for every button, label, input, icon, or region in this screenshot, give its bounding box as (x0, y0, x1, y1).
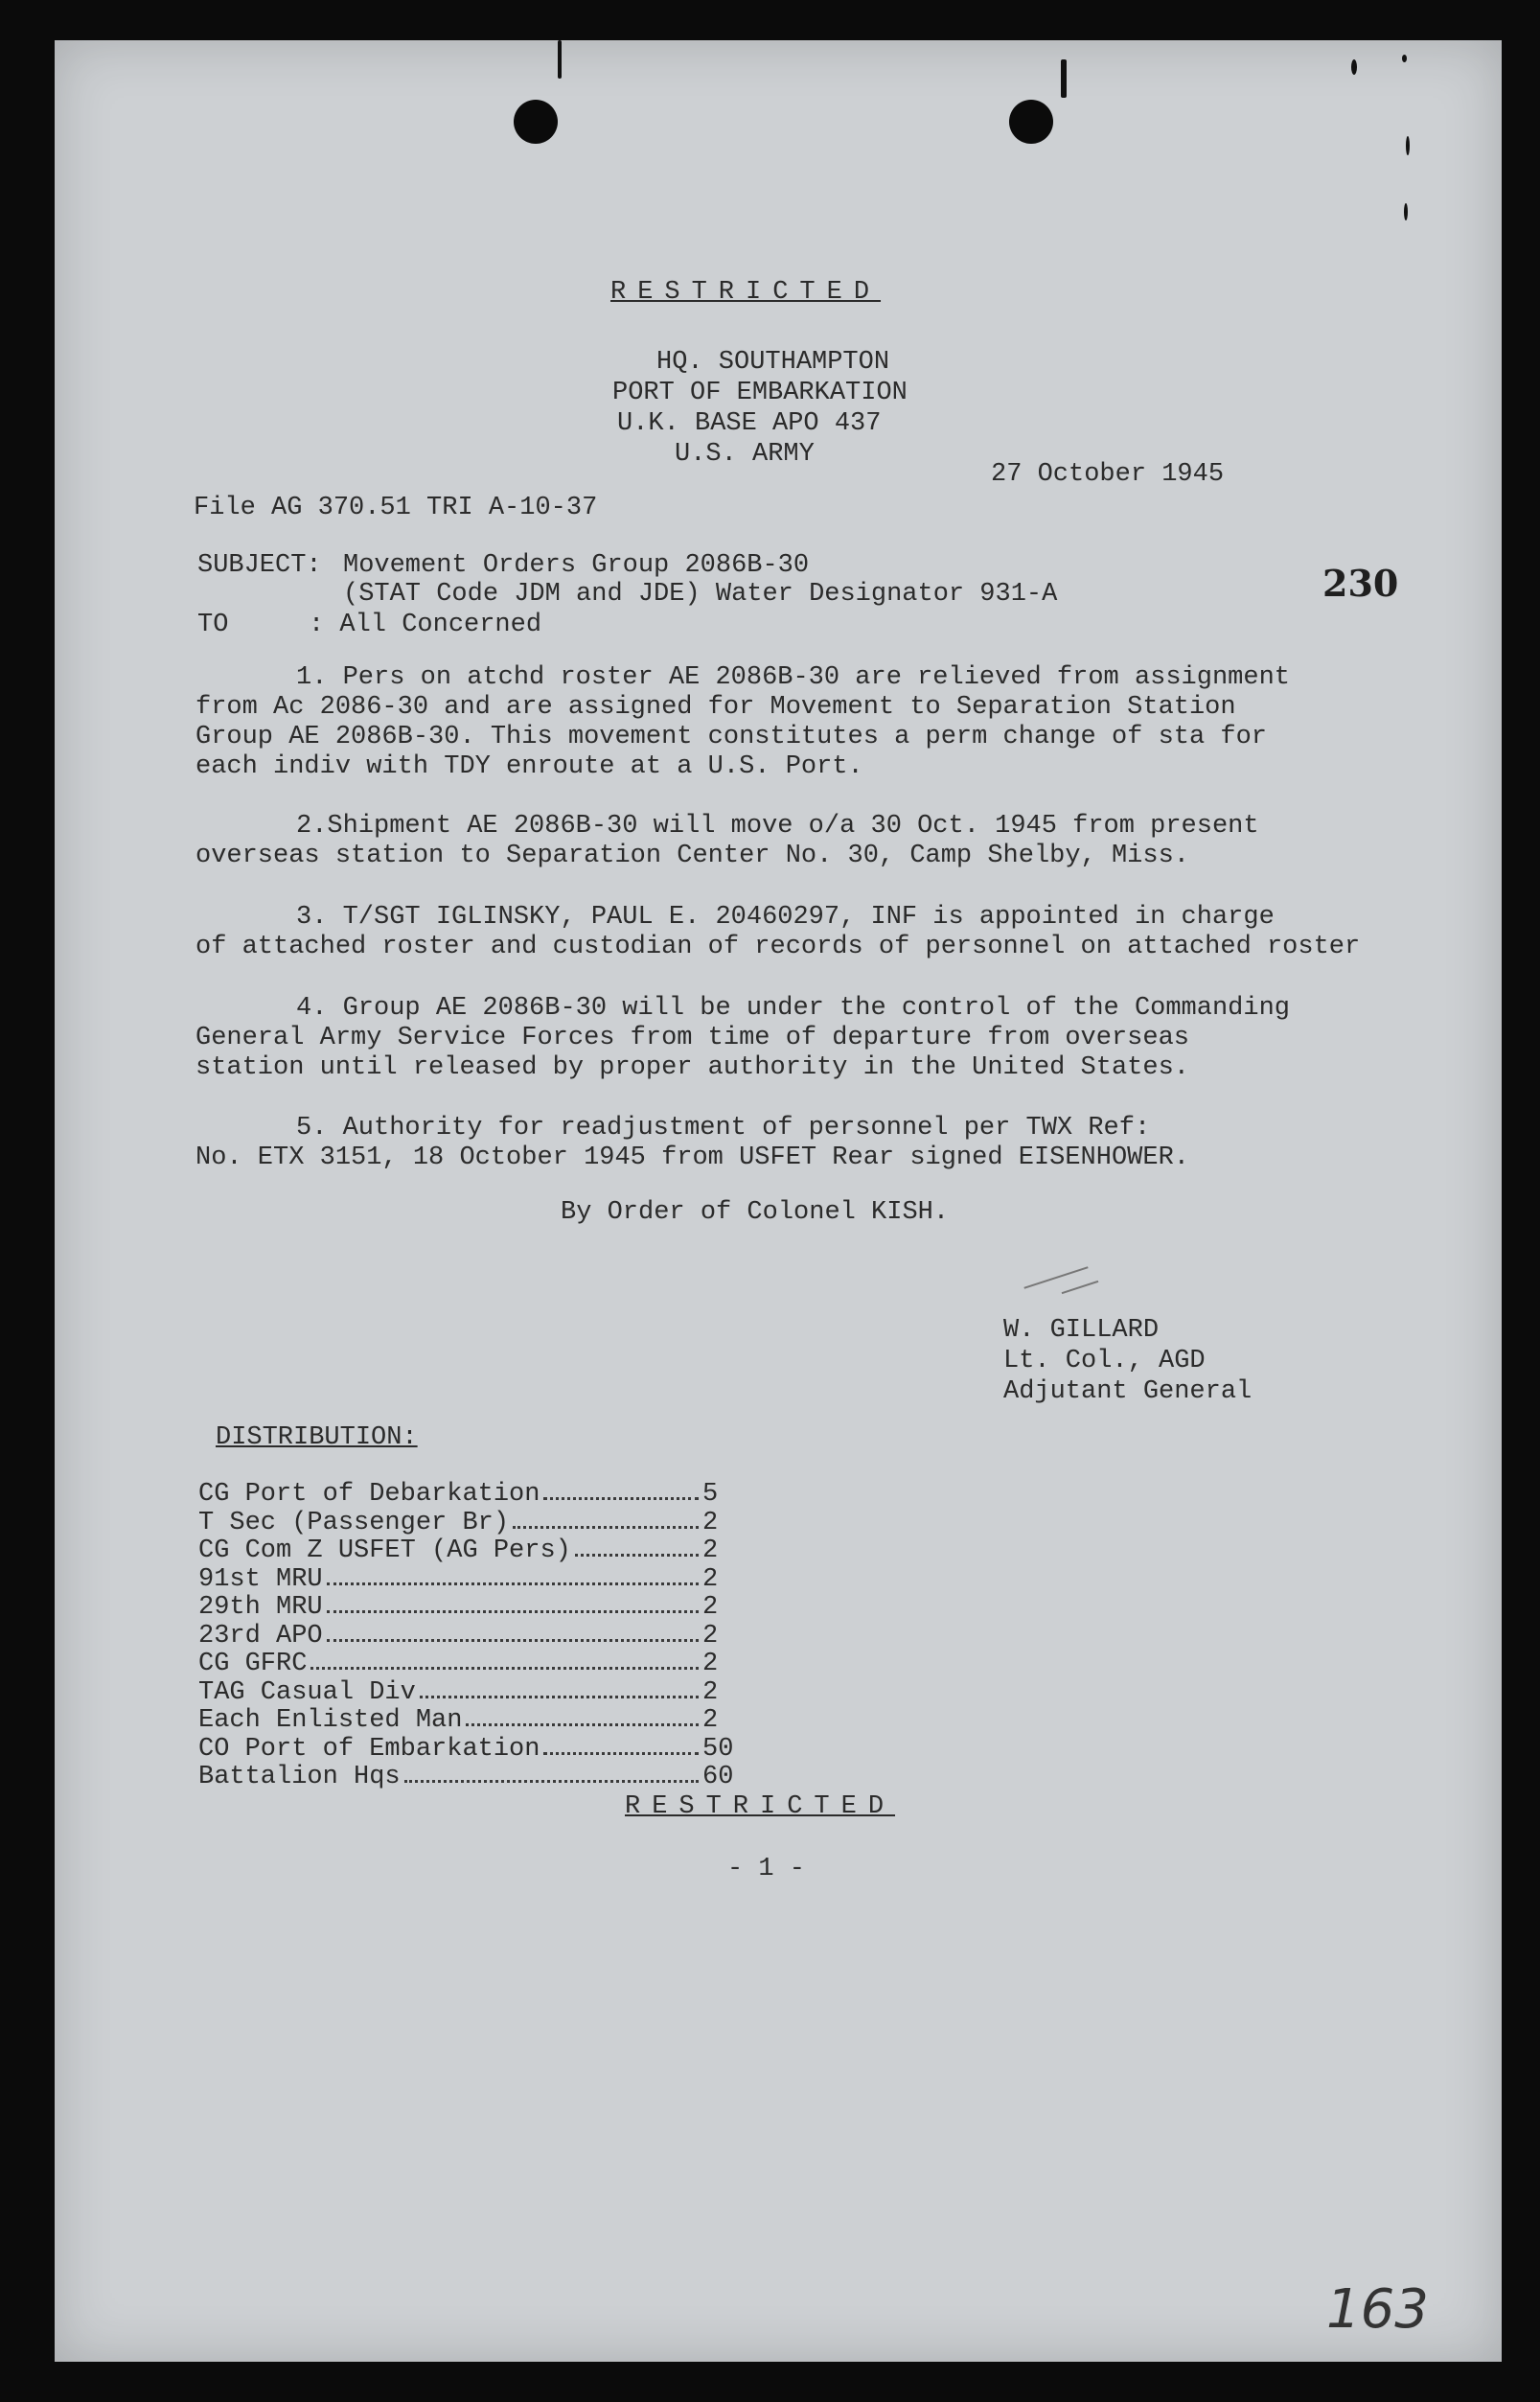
subject-label: SUBJECT: (197, 551, 322, 580)
paragraph-5 (195, 1114, 1189, 1173)
paragraph-line: General Army Service Forces from time of departure from overseas (195, 1024, 1189, 1052)
paragraph-line: each indiv with TDY enroute at a U.S. Port. (195, 752, 863, 781)
dot-leader (327, 1639, 699, 1642)
distribution-label: Each Enlisted Man (198, 1706, 463, 1735)
distribution-label: 29th MRU (198, 1593, 323, 1622)
paragraph-line: 2.Shipment AE 2086B-30 will move o/a 30 Oct. 1945 from present (296, 812, 1259, 841)
by-order-line: By Order of Colonel KISH. (561, 1198, 950, 1227)
distribution-label: T Sec (Passenger Br) (198, 1508, 510, 1537)
distribution-label: CG Com Z USFET (AG Pers) (198, 1536, 571, 1565)
distribution-count: 5 (702, 1480, 719, 1509)
file-reference: File AG 370.51 TRI A-10-37 (194, 494, 598, 522)
org-line-4: U.S. ARMY (675, 440, 815, 469)
distribution-row (198, 1537, 735, 1566)
document-page (55, 40, 1502, 2362)
distribution-row (198, 1566, 735, 1595)
org-line-1: HQ. SOUTHAMPTON (656, 348, 890, 377)
distribution-count: 2 (702, 1706, 719, 1735)
ink-speck (1061, 59, 1067, 98)
dot-leader (420, 1696, 699, 1698)
signer-rank: Lt. Col., AGD (1003, 1347, 1206, 1375)
signature-scribble (1062, 1281, 1099, 1294)
restricted-header: RESTRICTED (610, 278, 882, 307)
dot-leader (543, 1752, 699, 1755)
distribution-row (198, 1510, 735, 1538)
distribution-label: TAG Casual Div (198, 1677, 416, 1707)
page-number: - 1 - (727, 1855, 806, 1883)
page-stamp: 230 (1322, 562, 1399, 605)
distribution-row (198, 1594, 735, 1623)
paragraph-line: No. ETX 3151, 18 October 1945 from USFET Rear signed EISENHOWER. (195, 1143, 1189, 1172)
distribution-label: Battalion Hqs (198, 1763, 401, 1791)
distribution-count: 2 (702, 1593, 719, 1622)
distribution-row (198, 1481, 735, 1510)
distribution-row (198, 1623, 735, 1651)
paragraph-line: Group AE 2086B-30. This movement constitutes a perm change of sta for (195, 723, 1267, 751)
distribution-label: CO Port of Embarkation (198, 1734, 540, 1764)
org-line-3: U.K. BASE APO 437 (617, 409, 882, 438)
ink-speck (1402, 55, 1407, 62)
paragraph-line: from Ac 2086-30 and are assigned for Movement to Separation Station (195, 693, 1236, 722)
signer-name: W. GILLARD (1003, 1316, 1160, 1345)
to-label: TO (197, 611, 229, 639)
distribution-count: 2 (702, 1621, 719, 1651)
dot-leader (466, 1723, 699, 1726)
dot-leader (327, 1582, 699, 1585)
ink-speck (558, 40, 562, 79)
signer-title: Adjutant General (1003, 1377, 1253, 1406)
distribution-label: 23rd APO (198, 1621, 323, 1651)
ink-speck (1351, 59, 1357, 75)
distribution-row (198, 1707, 735, 1736)
paragraph-line: 5. Authority for readjustment of personnel per TWX Ref: (296, 1114, 1151, 1143)
distribution-row (198, 1736, 735, 1765)
ink-speck (1404, 203, 1408, 220)
distribution-row (198, 1764, 735, 1792)
dot-leader (404, 1780, 699, 1783)
distribution-count: 2 (702, 1677, 719, 1707)
dot-leader (327, 1610, 699, 1613)
distribution-label: CG Port of Debarkation (198, 1480, 540, 1509)
punch-hole-right (1009, 100, 1053, 144)
ink-speck (1406, 136, 1410, 155)
distribution-label: 91st MRU (198, 1564, 323, 1594)
to-value: : All Concerned (309, 611, 542, 639)
distribution-row (198, 1651, 735, 1679)
distribution-heading: DISTRIBUTION: (216, 1423, 418, 1452)
subject-line-1: Movement Orders Group 2086B-30 (343, 551, 810, 580)
distribution-count: 2 (702, 1564, 719, 1594)
paragraph-line: 4. Group AE 2086B-30 will be under the control of the Commanding (296, 994, 1290, 1023)
distribution-row (198, 1679, 735, 1708)
document-date: 27 October 1945 (991, 460, 1225, 489)
dot-leader (543, 1497, 699, 1500)
distribution-count: 60 (702, 1763, 734, 1791)
paragraph-line: station until released by proper authority in the United States. (195, 1053, 1189, 1082)
paragraph-line: overseas station to Separation Center No. 30, Camp Shelby, Miss. (195, 842, 1189, 870)
paragraph-line: 3. T/SGT IGLINSKY, PAUL E. 20460297, INF is appointed in charge (296, 903, 1275, 932)
dot-leader (513, 1526, 699, 1529)
paragraph-line: 1. Pers on atchd roster AE 2086B-30 are relieved from assignment (296, 663, 1290, 692)
dot-leader (310, 1667, 699, 1670)
subject-line-2: (STAT Code JDM and JDE) Water Designator 931-A (343, 580, 1058, 609)
dot-leader (575, 1554, 699, 1557)
distribution-count: 50 (702, 1734, 734, 1764)
distribution-label: CG GFRC (198, 1650, 308, 1678)
distribution-count: 2 (702, 1508, 719, 1537)
handwritten-folio-number: 163 (1326, 2278, 1429, 2341)
paragraph-3 (195, 903, 1360, 962)
restricted-footer: RESTRICTED (625, 1792, 896, 1821)
distribution-list (198, 1481, 735, 1792)
paragraph-2 (195, 812, 1259, 871)
distribution-count: 2 (702, 1650, 719, 1678)
org-line-2: PORT OF EMBARKATION (612, 379, 908, 407)
paragraph-line: of attached roster and custodian of records of personnel on attached roster (195, 933, 1361, 961)
punch-hole-left (514, 100, 558, 144)
distribution-count: 2 (702, 1536, 719, 1565)
paragraph-4 (195, 994, 1290, 1083)
paragraph-1 (195, 663, 1290, 782)
